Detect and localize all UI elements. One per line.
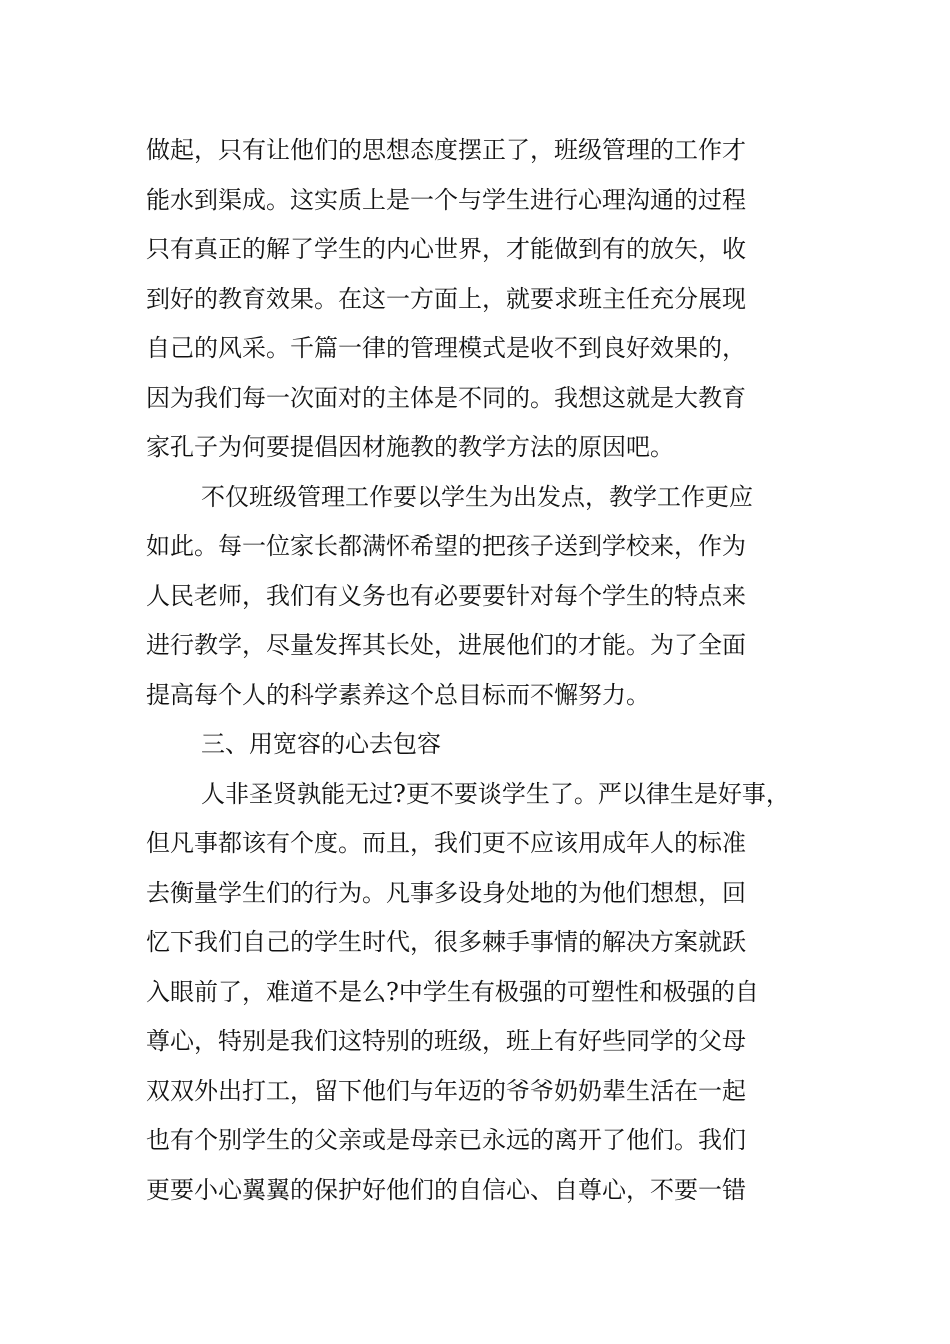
text-line: 如此。每一位家长都满怀希望的把孩子送到学校来，作为 [146,532,746,560]
text-line: 去衡量学生们的行为。凡事多设身处地的为他们想想，回 [146,878,746,907]
paragraph-start-line: 不仅班级管理工作要以学生为出发点，教学工作更应 [201,482,753,511]
paragraph-start-line: 人非圣贤孰能无过?更不要谈学生了。严以律生是好事， [201,779,790,808]
text-line: 更要小心翼翼的保护好他们的自信心、自尊心，不要一错 [146,1175,746,1204]
text-line: 人民老师，我们有义务也有必要要针对每个学生的特点来 [146,581,746,610]
text-line: 入眼前了，难道不是么?中学生有极强的可塑性和极强的自 [146,977,759,1006]
text-line: 但凡事都该有个度。而且，我们更不应该用成年人的标准 [146,829,746,857]
text-line: 做起，只有让他们的思想态度摆正了，班级管理的工作才 [146,136,746,164]
body-text [146,126,846,1215]
text-line: 自己的风采。千篇一律的管理模式是收不到良好效果的， [146,334,746,362]
text-line: 双双外出打工，留下他们与年迈的爷爷奶奶辈生活在一起 [146,1076,746,1105]
text-line: 家孔子为何要提倡因材施教的教学方法的原因吧。 [146,433,674,461]
text-line: 也有个别学生的父亲或是母亲已永远的离开了他们。我们 [146,1126,746,1154]
text-line: 因为我们每一次面对的主体是不同的。我想这就是大教育 [146,383,746,412]
text-line: 进行教学，尽量发挥其长处，进展他们的才能。为了全面 [146,631,746,659]
text-line: 到好的教育效果。在这一方面上，就要求班主任充分展现 [146,284,746,313]
text-line: 能水到渠成。这实质上是一个与学生进行心理沟通的过程 [146,185,746,214]
text-line: 提高每个人的科学素养这个总目标而不懈努力。 [146,680,650,709]
text-line: 尊心，特别是我们这特别的班级，班上有好些同学的父母 [146,1027,746,1055]
section-heading: 三、用宽容的心去包容 [201,730,441,758]
text-line: 忆下我们自己的学生时代，很多棘手事情的解决方案就跃 [146,928,746,956]
text-line: 只有真正的解了学生的内心世界，才能做到有的放矢，收 [146,235,746,263]
